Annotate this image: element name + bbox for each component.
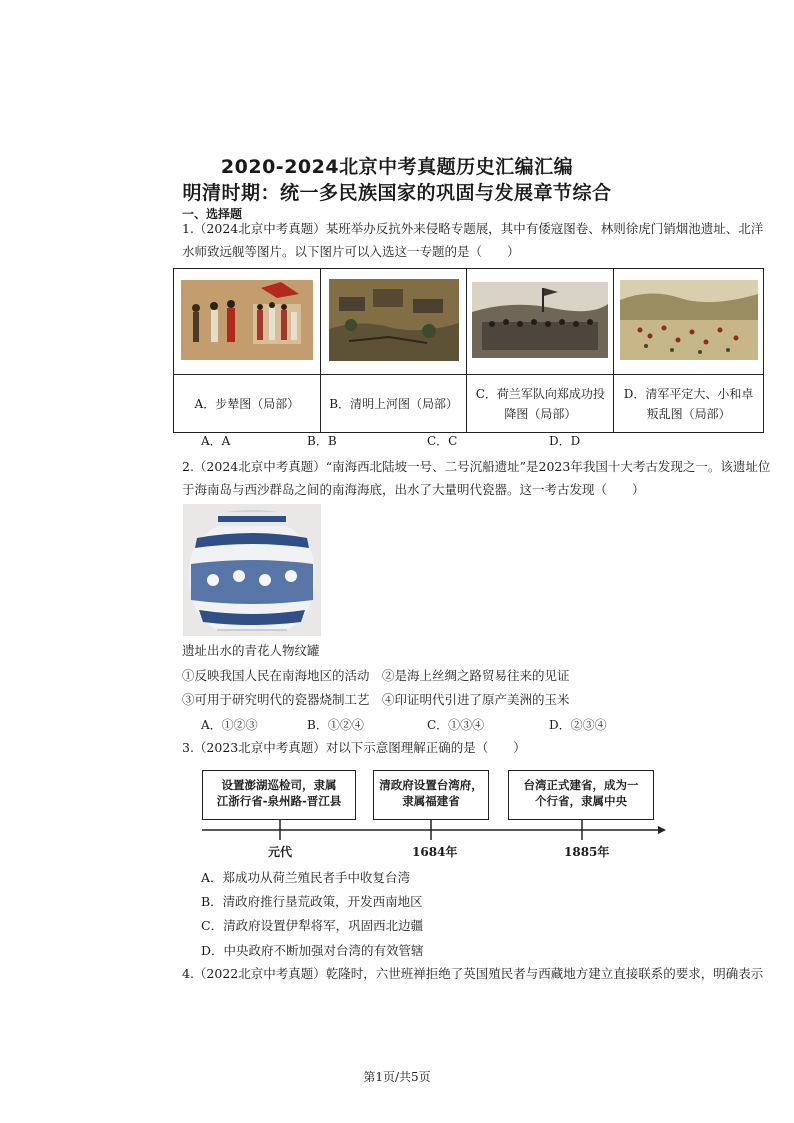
q1-picture-table [173, 268, 764, 433]
q2-stem-line1: 2.（2024北京中考真题）“南海西北陆坡一号、二号沉船遗址”是2023年我国十大考古发现之一。该遗址位 [182, 459, 771, 474]
blue-white-jar-image [183, 504, 321, 636]
q3-stem: 3.（2023北京中考真题）对以下示意图理解正确的是（ ） [182, 740, 526, 755]
painting-qingming-image [329, 279, 459, 361]
q4-stem-line1: 4.（2022北京中考真题）乾隆时，六世班禅拒绝了英国殖民者与西藏地方建立直接联系的要求，明确表示 [182, 966, 764, 981]
q2-statements-line1: ①反映我国人民在南海地区的活动 ②是海上丝绸之路贸易往来的见证 [182, 668, 570, 683]
q2-option-d[interactable]: D．②③④ [549, 718, 607, 732]
page-footer: 第1页/共5页 [363, 1070, 431, 1084]
timeline-box-1684 [373, 770, 489, 820]
document-subtitle: 明清时期：统一多民族国家的巩固与发展章节综合 [182, 182, 612, 204]
timeline-label-yuan: 元代 [268, 845, 293, 859]
q1-stem-line1: 1.（2024北京中考真题）某班举办反抗外来侵略专题展，其中有倭寇图卷、林则徐虎门销烟池遗址、北洋 [182, 221, 764, 236]
timeline-box-1885-line1: 台湾正式建省，成为一 [523, 778, 639, 792]
timeline-label-1684: 1684年 [412, 845, 458, 859]
caption-c [467, 375, 614, 433]
painting-buniantu-image [181, 280, 313, 360]
caption-d [614, 375, 764, 433]
caption-c-line1: C．荷兰军队向郑成功投 [475, 386, 605, 401]
q2-option-a[interactable]: A．①②③ [201, 718, 258, 732]
caption-d-line2: 叛乱图（局部） [646, 406, 731, 421]
q2-stem-line2: 于海南岛与西沙群岛之间的南海海底，出水了大量明代瓷器。这一考古发现（ ） [182, 482, 645, 497]
timeline-box-1885-line2: 个行省，隶属中央 [535, 794, 627, 808]
caption-b: B．清明上河图（局部） [320, 375, 467, 433]
q3-option-a[interactable]: A．郑成功从荷兰殖民者手中收复台湾 [201, 870, 411, 885]
q1-option-b[interactable]: B．B [307, 434, 337, 448]
caption-c-line2: 降图（局部） [504, 406, 577, 421]
document-title: 2020-2024北京中考真题历史汇编汇编 [220, 156, 574, 178]
painting-qing-campaign-image [620, 280, 758, 360]
caption-a: A．步辇图（局部） [174, 375, 321, 433]
timeline-box-1684-line2: 隶属福建省 [402, 794, 460, 808]
q1-option-d[interactable]: D．D [549, 434, 581, 448]
picture-cell-a [174, 269, 321, 375]
q1-stem-line2: 水师致远舰等图片。以下图片可以入选这一专题的是（ ） [182, 244, 520, 259]
picture-cell-d [614, 269, 764, 375]
timeline-box-yuan [202, 770, 356, 820]
caption-d-line1: D．清军平定大、小和卓 [623, 386, 754, 401]
timeline-box-yuan-line1: 设置澎湖巡检司，隶属 [221, 778, 337, 792]
timeline-box-1885 [508, 770, 654, 820]
q3-option-c[interactable]: C．清政府设置伊犁将军，巩固西北边疆 [201, 918, 424, 933]
q1-option-a[interactable]: A．A [201, 434, 231, 448]
timeline-box-1684-line1: 清政府设置台湾府， [379, 778, 483, 792]
picture-cell-c [467, 269, 614, 375]
q2-option-b[interactable]: B．①②④ [307, 718, 364, 732]
jar-caption: 遗址出水的青花人物纹罐 [182, 643, 320, 658]
q2-option-c[interactable]: C．①③④ [427, 718, 485, 732]
q3-option-d[interactable]: D．中央政府不断加强对台湾的有效管辖 [201, 943, 424, 958]
section-heading: 一、选择题 [182, 207, 243, 221]
q1-option-c[interactable]: C．C [427, 434, 458, 448]
q3-option-b[interactable]: B．清政府推行垦荒政策，开发西南地区 [201, 894, 423, 909]
painting-dutch-surrender-image [472, 282, 608, 358]
timeline-box-yuan-line2: 江浙行省-泉州路-晋江县 [216, 794, 342, 808]
q2-statements-line2: ③可用于研究明代的瓷器烧制工艺 ④印证明代引进了原产美洲的玉米 [182, 692, 570, 707]
timeline-label-1885: 1885年 [564, 845, 610, 859]
picture-cell-b [320, 269, 467, 375]
